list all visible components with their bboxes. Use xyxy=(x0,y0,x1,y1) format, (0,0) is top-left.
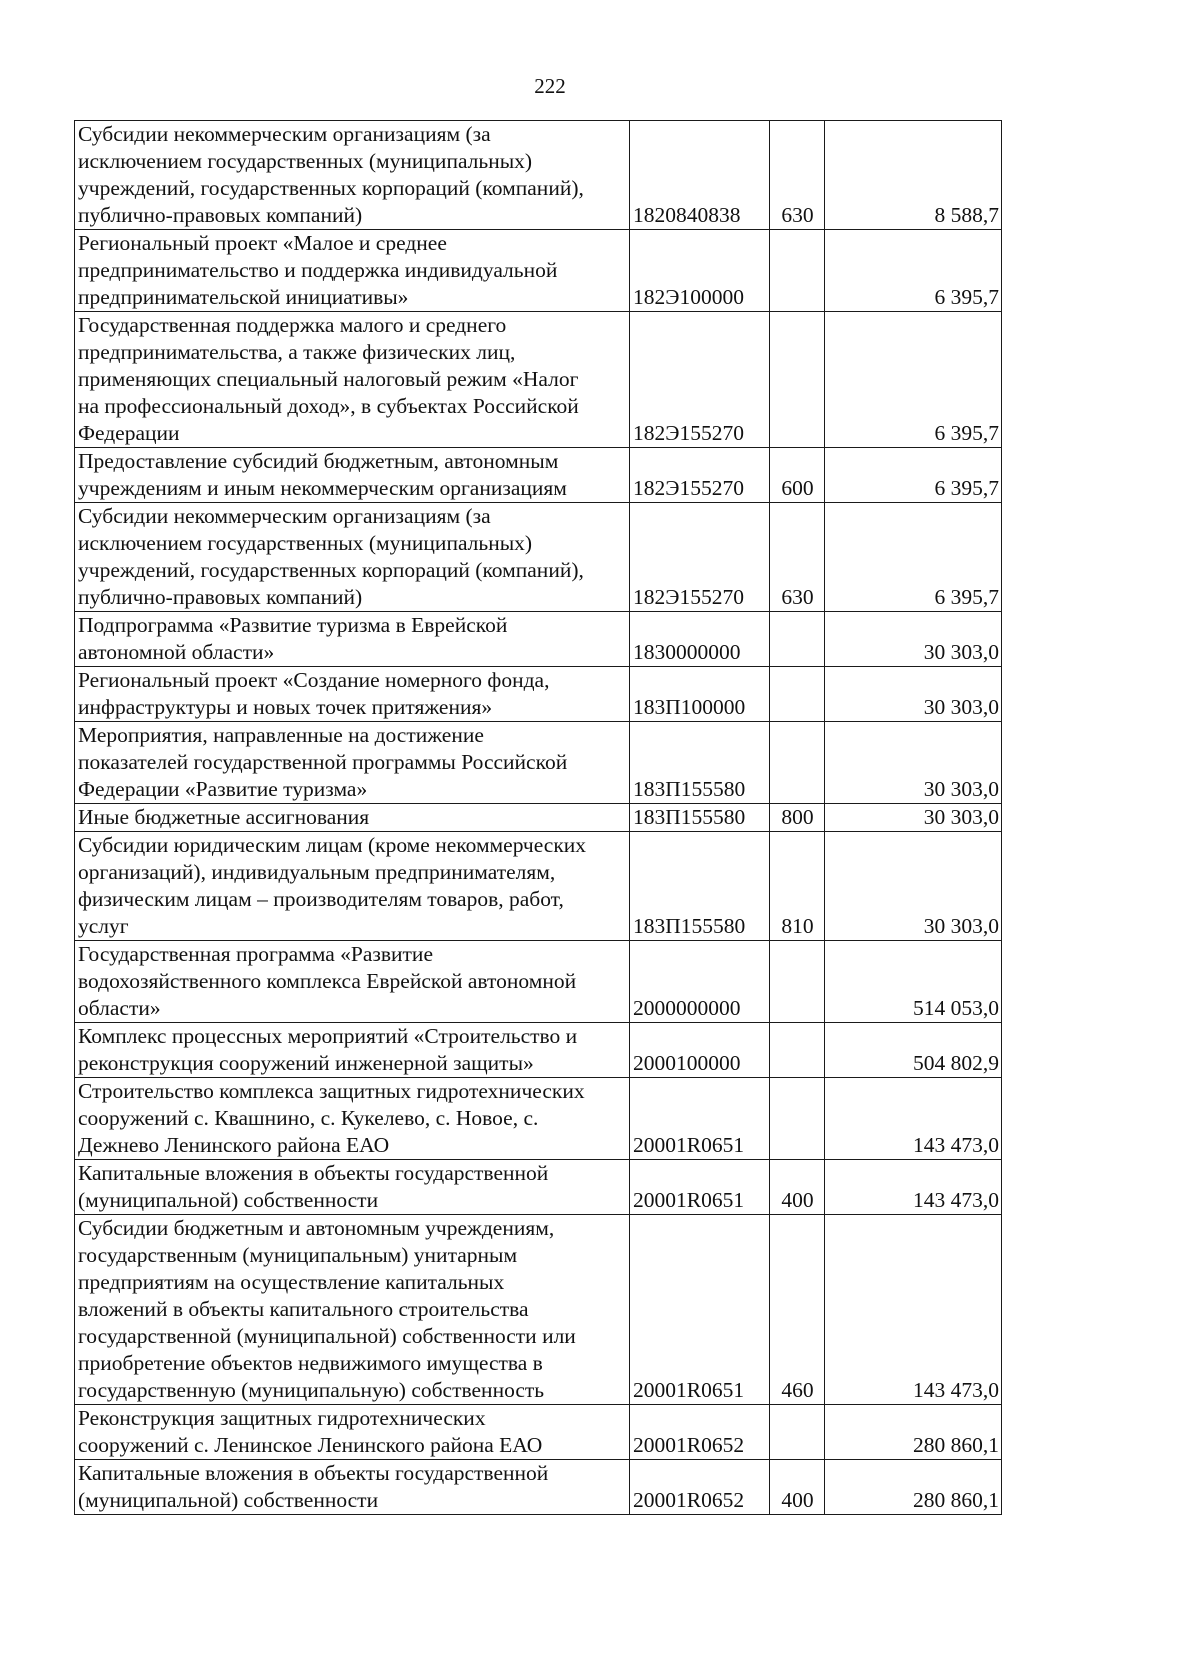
row-name xyxy=(75,1215,630,1405)
row-name-line: публично-правовых компаний) xyxy=(78,585,363,609)
row-name-line: физическим лицам – производителям товаров, работ, xyxy=(78,887,564,911)
row-name-line: Федерации «Развитие туризма» xyxy=(78,777,368,801)
row-name-line: Государственная поддержка малого и среднего xyxy=(78,313,507,337)
row-name-line: исключением государственных (муниципальных) xyxy=(78,531,533,555)
row-name-line: Субсидии некоммерческим организациям (за xyxy=(78,504,491,528)
row-sum: 30 303,0 xyxy=(825,667,1002,722)
row-name-line: Субсидии некоммерческим организациям (за xyxy=(78,122,491,146)
row-expense-kind xyxy=(770,941,825,1023)
row-name-line: показателей государственной программы Российской xyxy=(78,750,568,774)
row-name-line: государственной (муниципальной) собственности или xyxy=(78,1324,576,1348)
table-row xyxy=(75,1215,1002,1405)
row-sum: 504 802,9 xyxy=(825,1023,1002,1078)
row-code: 182Э100000 xyxy=(630,230,770,312)
table-row xyxy=(75,722,1002,804)
row-code: 182Э155270 xyxy=(630,448,770,503)
row-sum: 143 473,0 xyxy=(825,1215,1002,1405)
row-code: 20001R0651 xyxy=(630,1160,770,1215)
table-row xyxy=(75,1023,1002,1078)
row-name-line: Реконструкция защитных гидротехнических xyxy=(78,1406,486,1430)
row-name xyxy=(75,312,630,448)
row-name-line: сооружений с. Квашнино, с. Кукелево, с. Новое, с. xyxy=(78,1106,539,1130)
row-name-line: применяющих специальный налоговый режим «Налог xyxy=(78,367,579,391)
row-name xyxy=(75,832,630,941)
row-code: 182Э155270 xyxy=(630,503,770,612)
row-name-line: Подпрограмма «Развитие туризма в Еврейской xyxy=(78,613,508,637)
row-sum: 280 860,1 xyxy=(825,1460,1002,1515)
row-sum: 30 303,0 xyxy=(825,832,1002,941)
table-row xyxy=(75,121,1002,230)
row-name xyxy=(75,1078,630,1160)
row-code: 183П155580 xyxy=(630,804,770,832)
row-code: 1830000000 xyxy=(630,612,770,667)
row-sum: 514 053,0 xyxy=(825,941,1002,1023)
row-name xyxy=(75,667,630,722)
row-name-line: предприятиям на осуществление капитальных xyxy=(78,1270,505,1294)
row-sum: 143 473,0 xyxy=(825,1078,1002,1160)
row-code: 183П155580 xyxy=(630,722,770,804)
row-name-line: государственным (муниципальным) унитарным xyxy=(78,1243,518,1267)
row-name-line: Иные бюджетные ассигнования xyxy=(78,805,370,829)
row-name-line: предпринимательства, а также физических лиц, xyxy=(78,340,516,364)
row-expense-kind xyxy=(770,1023,825,1078)
row-expense-kind xyxy=(770,612,825,667)
row-expense-kind xyxy=(770,230,825,312)
row-name-line: вложений в объекты капитального строительства xyxy=(78,1297,529,1321)
row-name-line: учреждений, государственных корпораций (компаний), xyxy=(78,558,584,582)
row-expense-kind xyxy=(770,1078,825,1160)
row-name-line: государственную (муниципальную) собственность xyxy=(78,1378,545,1402)
row-name-line: Капитальные вложения в объекты государственной xyxy=(78,1161,549,1185)
row-name-line: Капитальные вложения в объекты государственной xyxy=(78,1461,549,1485)
row-name xyxy=(75,1023,630,1078)
table-row xyxy=(75,312,1002,448)
row-name-line: автономной области» xyxy=(78,640,275,664)
page-number: 222 xyxy=(534,74,566,98)
row-name-line: (муниципальной) собственности xyxy=(78,1188,379,1212)
row-expense-kind: 630 xyxy=(770,121,825,230)
table-row xyxy=(75,804,1002,832)
row-name-line: Федерации xyxy=(78,421,180,445)
table-row xyxy=(75,941,1002,1023)
row-name-line: (муниципальной) собственности xyxy=(78,1488,379,1512)
row-sum: 6 395,7 xyxy=(825,503,1002,612)
row-name xyxy=(75,612,630,667)
row-name xyxy=(75,1160,630,1215)
row-expense-kind: 630 xyxy=(770,503,825,612)
row-code: 20001R0652 xyxy=(630,1405,770,1460)
row-code: 183П155580 xyxy=(630,832,770,941)
table-row xyxy=(75,612,1002,667)
row-sum: 8 588,7 xyxy=(825,121,1002,230)
row-expense-kind xyxy=(770,1405,825,1460)
budget-table-body xyxy=(75,121,1002,1515)
row-name xyxy=(75,230,630,312)
row-name-line: организаций), индивидуальным предпринимателям, xyxy=(78,860,556,884)
row-code: 20001R0652 xyxy=(630,1460,770,1515)
row-expense-kind xyxy=(770,312,825,448)
row-expense-kind: 800 xyxy=(770,804,825,832)
table-row xyxy=(75,667,1002,722)
row-name-line: исключением государственных (муниципальных) xyxy=(78,149,533,173)
row-name-line: инфраструктуры и новых точек притяжения» xyxy=(78,695,493,719)
row-sum: 6 395,7 xyxy=(825,448,1002,503)
row-expense-kind xyxy=(770,722,825,804)
row-name xyxy=(75,722,630,804)
row-code: 2000000000 xyxy=(630,941,770,1023)
row-sum: 143 473,0 xyxy=(825,1160,1002,1215)
row-name-line: Субсидии бюджетным и автономным учреждениям, xyxy=(78,1216,555,1240)
row-name xyxy=(75,941,630,1023)
row-name-line: Государственная программа «Развитие xyxy=(78,942,433,966)
row-name-line: приобретение объектов недвижимого имущества в xyxy=(78,1351,543,1375)
row-expense-kind: 400 xyxy=(770,1460,825,1515)
table-row xyxy=(75,1405,1002,1460)
row-name xyxy=(75,121,630,230)
row-name-line: водохозяйственного комплекса Еврейской автономной xyxy=(78,969,577,993)
row-name-line: услуг xyxy=(78,914,129,938)
row-name-line: Строительство комплекса защитных гидротехнических xyxy=(78,1079,585,1103)
row-name-line: Мероприятия, направленные на достижение xyxy=(78,723,484,747)
row-expense-kind: 400 xyxy=(770,1160,825,1215)
row-name-line: предпринимательской инициативы» xyxy=(78,285,409,309)
table-row xyxy=(75,230,1002,312)
row-name-line: учреждений, государственных корпораций (компаний), xyxy=(78,176,584,200)
row-name-line: Комплекс процессных мероприятий «Строительство и xyxy=(78,1024,578,1048)
table-row xyxy=(75,1078,1002,1160)
table-row xyxy=(75,1160,1002,1215)
row-code: 1820840838 xyxy=(630,121,770,230)
row-sum: 30 303,0 xyxy=(825,612,1002,667)
table-row xyxy=(75,1460,1002,1515)
budget-table xyxy=(74,120,1002,1515)
row-expense-kind: 600 xyxy=(770,448,825,503)
row-name-line: Предоставление субсидий бюджетным, автономным xyxy=(78,449,559,473)
table-row xyxy=(75,832,1002,941)
row-name-line: Субсидии юридическим лицам (кроме некоммерческих xyxy=(78,833,587,857)
row-sum: 30 303,0 xyxy=(825,722,1002,804)
row-name-line: публично-правовых компаний) xyxy=(78,203,363,227)
row-expense-kind xyxy=(770,667,825,722)
row-name xyxy=(75,1460,630,1515)
row-code: 183П100000 xyxy=(630,667,770,722)
row-name-line: учреждениям и иным некоммерческим организациям xyxy=(78,476,567,500)
row-name-line: Региональный проект «Малое и среднее xyxy=(78,231,447,255)
row-name-line: предпринимательство и поддержка индивидуальной xyxy=(78,258,558,282)
table-row xyxy=(75,503,1002,612)
row-code: 20001R0651 xyxy=(630,1078,770,1160)
row-code: 20001R0651 xyxy=(630,1215,770,1405)
row-expense-kind: 460 xyxy=(770,1215,825,1405)
row-code: 2000100000 xyxy=(630,1023,770,1078)
row-name xyxy=(75,1405,630,1460)
row-name-line: Дежнево Ленинского района ЕАО xyxy=(78,1133,390,1157)
row-sum: 6 395,7 xyxy=(825,312,1002,448)
row-name-line: области» xyxy=(78,996,161,1020)
row-name-line: реконструкция сооружений инженерной защиты» xyxy=(78,1051,534,1075)
row-expense-kind: 810 xyxy=(770,832,825,941)
row-sum: 30 303,0 xyxy=(825,804,1002,832)
row-code: 182Э155270 xyxy=(630,312,770,448)
table-row xyxy=(75,448,1002,503)
row-name-line: на профессиональный доход», в субъектах Российской xyxy=(78,394,579,418)
row-name xyxy=(75,448,630,503)
row-sum: 6 395,7 xyxy=(825,230,1002,312)
row-name-line: Региональный проект «Создание номерного фонда, xyxy=(78,668,550,692)
row-sum: 280 860,1 xyxy=(825,1405,1002,1460)
row-name xyxy=(75,503,630,612)
row-name xyxy=(75,804,630,832)
row-name-line: сооружений с. Ленинское Ленинского района ЕАО xyxy=(78,1433,543,1457)
